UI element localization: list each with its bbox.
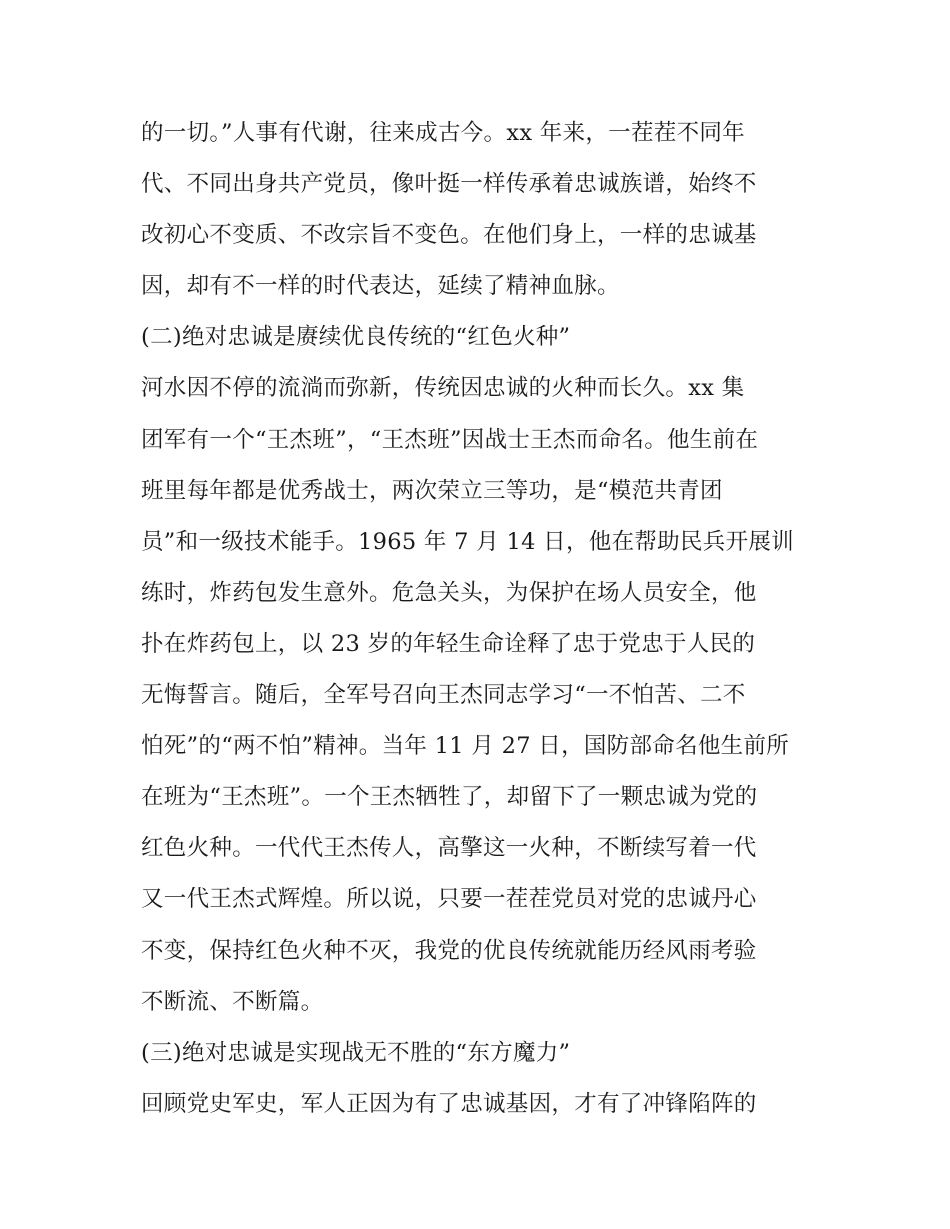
- text-line: 不变，保持红色火种不灭，我党的优良传统就能历经风雨考验: [141, 937, 757, 964]
- text-line: 练时，炸药包发生意外。危急关头，为保护在场人员安全，他: [141, 579, 757, 606]
- section-heading: (三)绝对忠诚是实现战无不胜的“东方魔力”: [141, 1039, 571, 1066]
- text-line: 河水因不停的流淌而弥新，传统因忠诚的火种而长久。xx 集: [141, 375, 745, 402]
- text-line: 员”和一级技术能手。1965 年 7 月 14 日，他在帮助民兵开展训: [141, 528, 794, 555]
- section-heading: (二)绝对忠诚是赓续优良传统的“红色火种”: [141, 324, 571, 351]
- text-line: 团军有一个“王杰班”，“王杰班”因战士王杰而命名。他生前在: [141, 426, 759, 453]
- text-line: 代、不同出身共产党员，像叶挺一样传承着忠诚族谱，始终不: [141, 171, 757, 198]
- text-line: 红色火种。一代代王杰传人，高擎这一火种，不断续写着一代: [141, 835, 757, 862]
- text-line: 的一切。”人事有代谢，往来成古今。xx 年来，一茬茬不同年: [141, 120, 745, 146]
- body-text: [141, 108, 821, 1130]
- text-line: 怕死”的“两不怕”精神。当年 11 月 27 日，国防部命名他生前所: [141, 733, 790, 760]
- text-line: 不断流、不断篇。: [141, 988, 324, 1015]
- text-line: 在班为“王杰班”。一个王杰牺牲了，却留下了一颗忠诚为党的: [141, 784, 758, 811]
- text-line: 改初心不变质、不改宗旨不变色。在他们身上，一样的忠诚基: [141, 222, 757, 249]
- text-line: 班里每年都是优秀战士，两次荣立三等功，是“模范共青团: [141, 477, 723, 504]
- text-line: 无悔誓言。随后，全军号召向王杰同志学习“一不怕苦、二不: [141, 682, 746, 709]
- text-line: 又一代王杰式辉煌。所以说，只要一茬茬党员对党的忠诚丹心: [141, 886, 757, 913]
- text-line: 回顾党史军史，军人正因为有了忠诚基因，才有了冲锋陷阵的: [141, 1090, 757, 1117]
- text-line: 因，却有不一样的时代表达，延续了精神血脉。: [141, 273, 620, 300]
- text-line: 扑在炸药包上，以 23 岁的年轻生命诠释了忠于党忠于人民的: [141, 630, 756, 657]
